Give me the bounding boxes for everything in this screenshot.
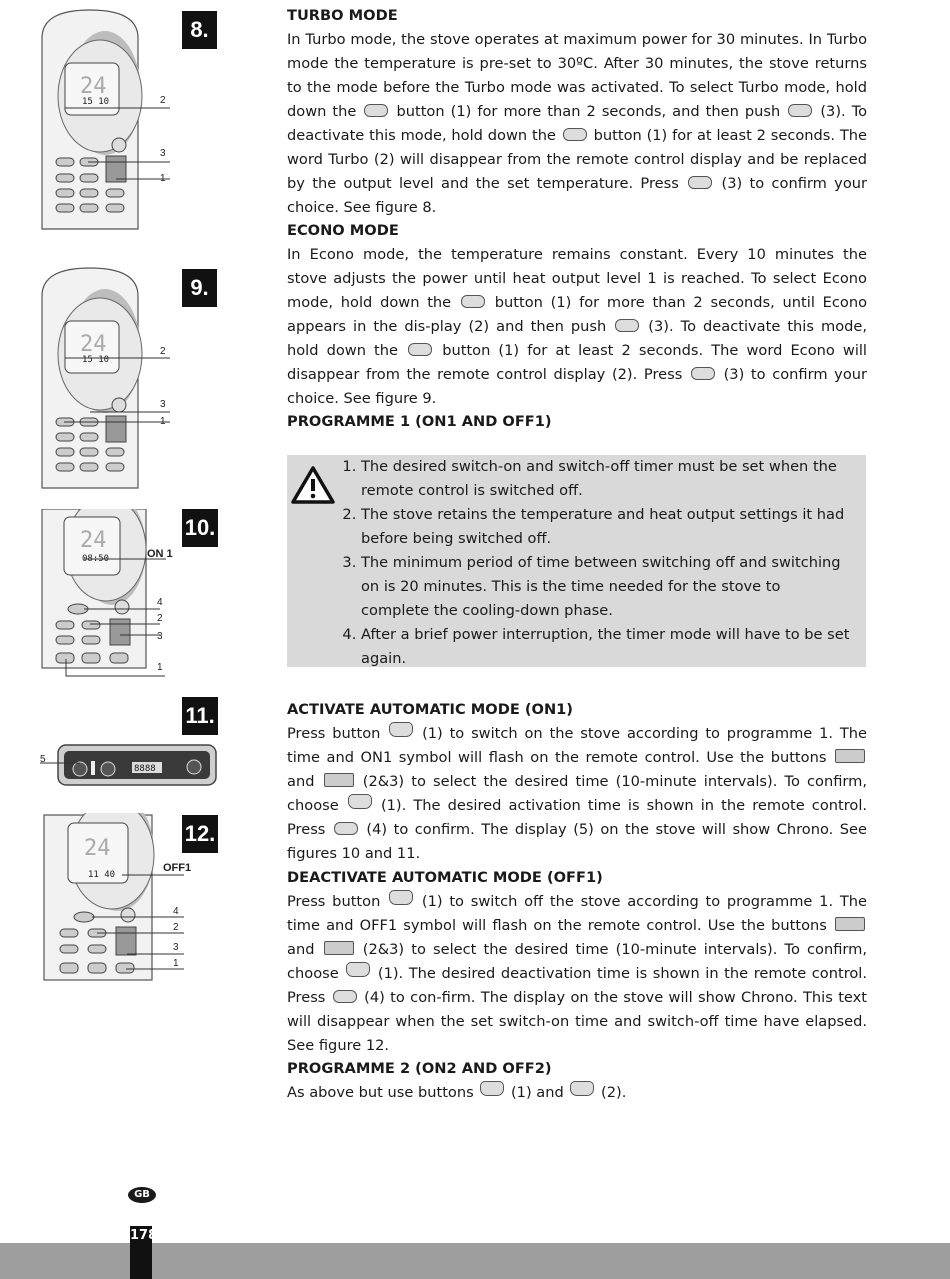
lcd-time: 15 10 xyxy=(82,97,110,107)
warning-triangle-icon xyxy=(291,465,335,505)
off1-text-3: and xyxy=(287,941,315,958)
turbo-button-icon xyxy=(563,128,587,141)
figure-10-label-1: 1 xyxy=(157,662,163,673)
figure-12-label-4: 4 xyxy=(173,906,179,917)
programme2-body xyxy=(287,1081,867,1105)
figure-12-label-3: 3 xyxy=(173,942,179,953)
on1-text-2: (1) to switch on the stove according to programme 1. The time and ON1 symbol will flash on the remote control. Use the buttons xyxy=(287,725,868,766)
figure-10-label-4: 4 xyxy=(157,597,163,608)
figure-12-number: 12. xyxy=(182,815,218,853)
warning-list xyxy=(343,455,865,671)
programme2-heading: PROGRAMME 2 (ON2 AND OFF2) xyxy=(287,1060,552,1077)
off1-section xyxy=(287,866,867,1058)
on1-button-icon xyxy=(348,794,372,809)
figure-10-label-3: 3 xyxy=(157,631,163,642)
lcd-time: 15 10 xyxy=(82,355,110,365)
programme1-heading: PROGRAMME 1 (ON1 AND OFF1) xyxy=(287,413,552,430)
on1-text-4: (2&3) to select the desired time (10-minute intervals). To confirm, choose xyxy=(287,773,867,814)
off1-body xyxy=(287,890,867,1058)
on1-body xyxy=(287,722,867,866)
send-button-icon xyxy=(615,319,639,332)
lcd-temp: 24 xyxy=(80,332,107,357)
send-button-icon xyxy=(688,176,712,189)
prog2-text-3: (2). xyxy=(601,1084,627,1101)
figure-11-number: 11. xyxy=(182,697,218,735)
stove-control-panel-figure-11 xyxy=(40,743,220,788)
warning-item: 1. The desired switch-on and switch-off timer must be set when the remote control is switched off. xyxy=(361,455,851,503)
turbo-text-4: button (1) for at least 2 seconds. The word Turbo (2) will disappear from the remote control display and be replaced by the output level and the set temperature. Press xyxy=(287,127,868,192)
figure-8-label-3: 3 xyxy=(160,148,166,159)
language-badge: GB xyxy=(128,1187,156,1203)
figure-12-label-2: 2 xyxy=(173,922,179,933)
on1-section xyxy=(287,698,867,866)
figure-12-label-1: 1 xyxy=(173,958,179,969)
off1-text-4: (2&3) to select the desired time (10-minute intervals). To confirm, choose xyxy=(287,941,867,982)
on1-text-5: (1). The desired activation time is shown in the remote control. Press xyxy=(287,797,868,838)
prog2-text-1: As above but use buttons xyxy=(287,1084,474,1101)
econo-text-1: In Econo mode, the temperature remains constant. Every 10 minutes the stove adjusts the power until heat output level 1 is reached. To select Econo mode, hold down the xyxy=(287,246,867,311)
figure-9-number: 9. xyxy=(182,269,217,307)
off1-button-icon xyxy=(389,890,413,905)
lcd-temp: 24 xyxy=(80,74,107,99)
up-arrow-button-icon xyxy=(835,749,865,763)
figure-8-label-2: 2 xyxy=(160,95,166,106)
figure-9-label-2: 2 xyxy=(160,346,166,357)
send-button-icon xyxy=(788,104,812,117)
off1-text-1: Press button xyxy=(287,893,381,910)
send-button-icon xyxy=(333,990,357,1003)
turbo-heading: TURBO MODE xyxy=(287,7,398,24)
warning-item: 3. The minimum period of time between switching off and switching on is 20 minutes. This is the time needed for the stove to complete the cooling-down phase. xyxy=(361,551,851,623)
off2-button-icon xyxy=(570,1081,594,1096)
figure-9-label-3: 3 xyxy=(160,399,166,410)
econo-text-3: (3). To deactivate this mode, hold down the xyxy=(287,318,868,359)
remote-control-figure-10 xyxy=(40,509,175,679)
figure-11-label-5: 5 xyxy=(40,754,46,765)
remote-control-figure-12 xyxy=(42,813,192,981)
send-button-icon xyxy=(334,822,358,835)
up-arrow-button-icon xyxy=(835,917,865,931)
econo-button-icon xyxy=(408,343,432,356)
turbo-button-icon xyxy=(364,104,388,117)
turbo-body xyxy=(287,28,867,220)
econo-text-2: button (1) for more than 2 seconds, until Econo appears in the dis-play (2) and then push xyxy=(287,294,867,335)
off1-text-2: (1) to switch off the stove according to programme 1. The time and OFF1 symbol will flash on the remote control. Use the buttons xyxy=(287,893,868,934)
econo-heading: ECONO MODE xyxy=(287,222,399,239)
lcd-time: 11 40 xyxy=(88,870,116,880)
off1-button-icon xyxy=(346,962,370,977)
on1-button-icon xyxy=(389,722,413,737)
on2-button-icon xyxy=(480,1081,504,1096)
remote-control-figure-9 xyxy=(40,266,175,490)
econo-text-5: (3) to confirm your choice. See figure 9. xyxy=(287,366,867,407)
send-button-icon xyxy=(691,367,715,380)
down-arrow-button-icon xyxy=(324,941,354,955)
turbo-section xyxy=(287,4,867,220)
econo-text-4: button (1) for at least 2 seconds. The word Econo will disappear from the remote control display (2). Press xyxy=(287,342,867,383)
prog2-text-2: (1) and xyxy=(510,1084,564,1101)
lcd-temp: 24 xyxy=(84,836,111,861)
figure-10-label-on1: ON 1 xyxy=(147,548,173,560)
figure-12-label-off1: OFF1 xyxy=(163,862,192,874)
econo-body xyxy=(287,243,867,411)
on1-text-1: Press button xyxy=(287,725,381,742)
figure-9-label-1: 1 xyxy=(160,416,166,427)
remote-control-figure-8 xyxy=(40,8,175,232)
programme1-section xyxy=(287,410,867,434)
figure-8-label-1: 1 xyxy=(160,173,166,184)
econo-button-icon xyxy=(461,295,485,308)
off1-heading: DEACTIVATE AUTOMATIC MODE (OFF1) xyxy=(287,869,603,886)
turbo-text-3: (3). To deactivate this mode, hold down the xyxy=(287,103,868,144)
on1-text-3: and xyxy=(287,773,315,790)
turbo-text-2: button (1) for more than 2 seconds, and then push xyxy=(396,103,781,120)
turbo-text-5: (3) to confirm your choice. See figure 8. xyxy=(287,175,868,216)
econo-section xyxy=(287,219,867,411)
warning-item: 2. The stove retains the temperature and heat output settings it had before being switched off. xyxy=(361,503,851,551)
stove-display-digits: 8888 xyxy=(134,764,156,774)
figure-10-label-2: 2 xyxy=(157,613,163,624)
off1-text-6: (4) to con-firm. The display on the stove will show Chrono. This text will disappear when the set switch-on time and switch-off time have elapsed. See figure 12. xyxy=(287,989,867,1054)
down-arrow-button-icon xyxy=(324,773,354,787)
off1-text-5: (1). The desired deactivation time is shown in the remote control. Press xyxy=(287,965,867,1006)
turbo-text-1: In Turbo mode, the stove operates at maximum power for 30 minutes. In Turbo mode the temperature is pre-set to 30ºC. After 30 minutes, the stove returns to the mode before the Turbo mode was activated. To select Turbo mode, hold down the xyxy=(287,31,867,120)
figure-10-number: 10. xyxy=(182,509,218,547)
lcd-temp: 24 xyxy=(80,528,107,553)
on1-heading: ACTIVATE AUTOMATIC MODE (ON1) xyxy=(287,701,573,718)
warning-item: 4. After a brief power interruption, the timer mode will have to be set again. xyxy=(361,623,851,671)
lcd-time: 08:50 xyxy=(82,554,110,564)
on1-text-6: (4) to confirm. The display (5) on the stove will show Chrono. See figures 10 and 11. xyxy=(287,821,867,862)
warning-box xyxy=(287,455,866,667)
programme2-section xyxy=(287,1057,867,1105)
page-number: 178 xyxy=(130,1228,158,1243)
figure-8-number: 8. xyxy=(182,11,217,49)
